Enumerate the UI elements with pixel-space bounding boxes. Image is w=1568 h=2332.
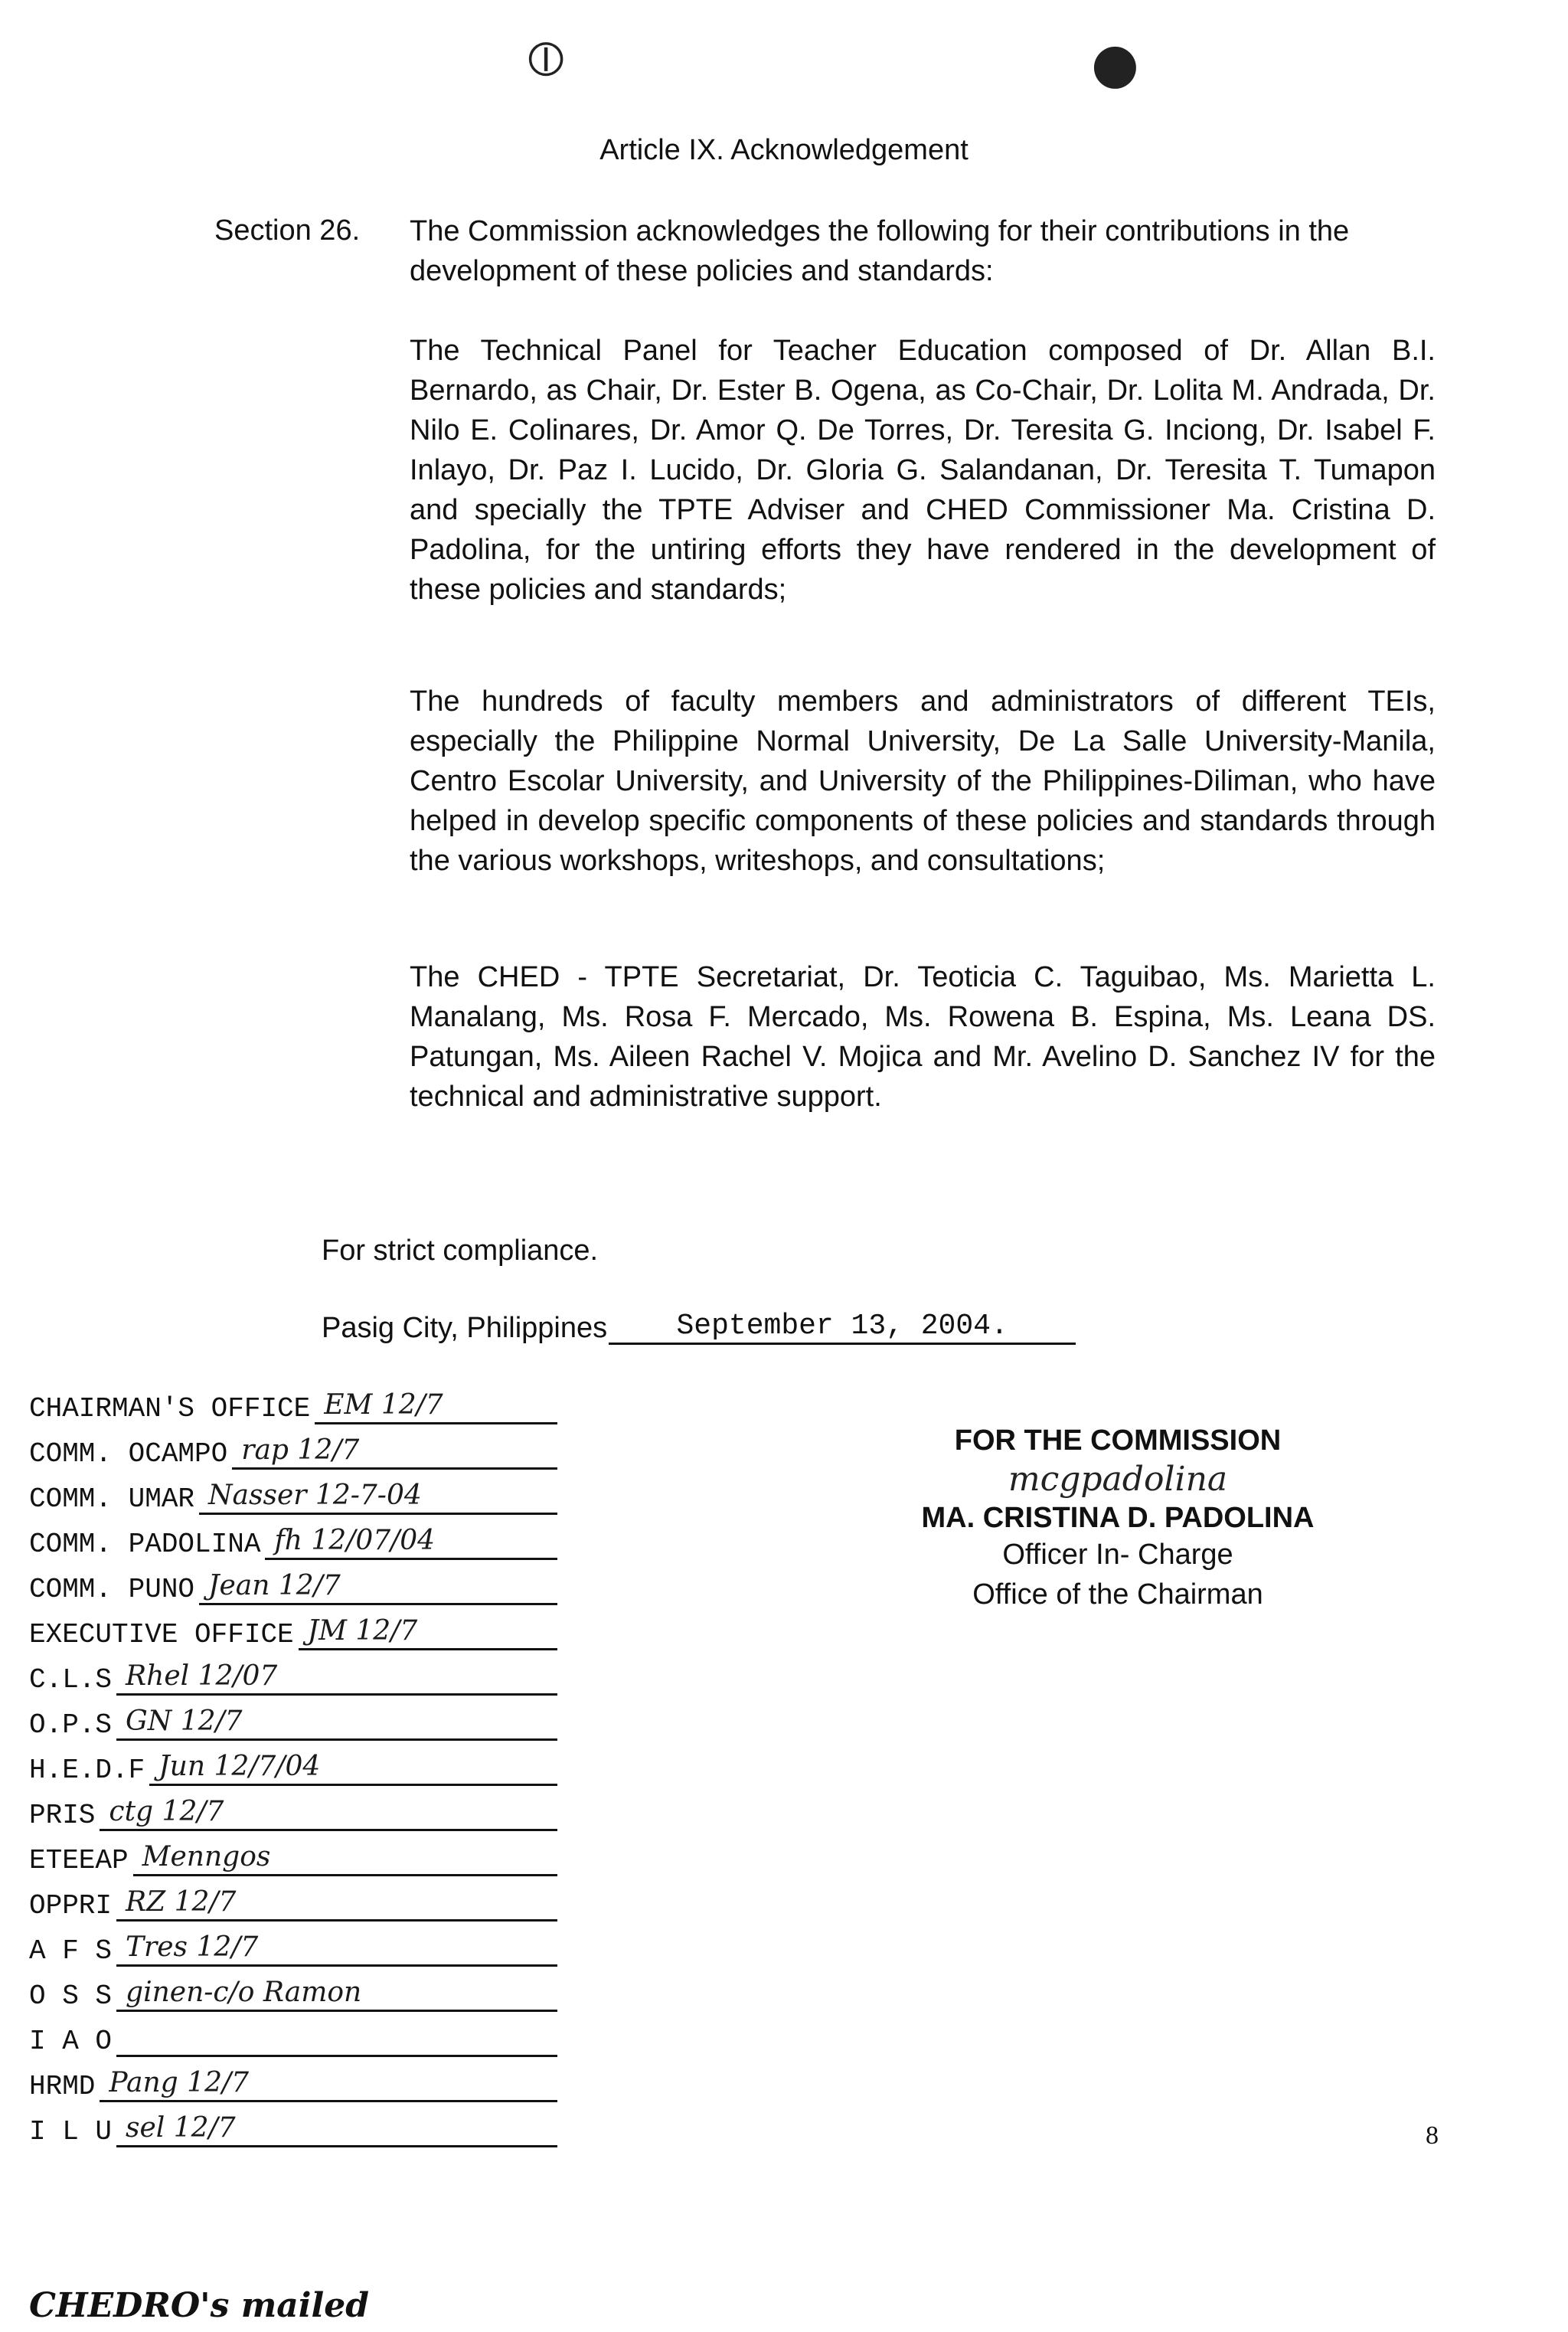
routing-row — [29, 2056, 580, 2102]
routing-initials: ginen-c/o Ramon — [126, 1977, 362, 2008]
signature: mcgpadolina — [1008, 1460, 1228, 1499]
routing-row — [29, 2011, 580, 2057]
routing-office-label: A F S — [29, 1935, 113, 1967]
routing-initials: fh 12/07/04 — [274, 1525, 436, 1556]
routing-initials-line — [116, 1925, 557, 1967]
paragraph-secretariat: The CHED - TPTE Secretariat, Dr. Teoticia C. Taguibao, Ms. Marietta L. Manalang, Ms. Rosa F. Mercado, Ms. Rowena B. Espina, Ms. Leana DS. Patungan, Ms. Aileen Rachel V. Mojica and Mr. Avelino D. Sanchez IV for the technical and administrative support. — [410, 961, 1436, 1113]
routing-row — [29, 1469, 580, 1515]
for-commission-label: FOR THE COMMISSION — [954, 1424, 1282, 1457]
routing-row — [29, 1695, 580, 1741]
routing-footnote: CHEDRO's mailed — [29, 2286, 369, 2325]
routing-row — [29, 1921, 580, 1967]
routing-office-label: HRMD — [29, 2071, 96, 2102]
routing-office-label: O.P.S — [29, 1709, 113, 1741]
routing-initials: RZ 12/7 — [126, 1886, 237, 1918]
routing-office-label: EXECUTIVE OFFICE — [29, 1619, 294, 1650]
routing-initials: EM 12/7 — [324, 1389, 443, 1421]
article-heading: Article IX. Acknowledgement — [599, 134, 969, 166]
routing-initials-line — [315, 1382, 557, 1424]
routing-office-label: CHAIRMAN'S OFFICE — [29, 1393, 311, 1424]
routing-initials-line — [116, 2015, 557, 2057]
routing-row — [29, 2101, 580, 2147]
routing-office-label: I A O — [29, 2026, 113, 2057]
routing-initials: Jean 12/7 — [208, 1570, 341, 1601]
place-label: Pasig City, Philippines — [322, 1312, 608, 1344]
routing-initials-line — [100, 2060, 557, 2102]
paragraph-faculty: The hundreds of faculty members and administrators of different TEIs, especially the Philippine Normal University, De La Salle University-Manila, Centro Escolar University, and University of the Philippines-Diliman, who have helped in develop specific components of these policies and standards through the various workshops, writeshops, and consultations; — [410, 685, 1436, 877]
routing-initials-line — [116, 1879, 557, 1922]
routing-row — [29, 1966, 580, 2012]
routing-initials-line — [116, 1699, 557, 1741]
date-field: September 13, 2004. — [609, 1310, 1076, 1345]
routing-initials-line — [116, 2105, 557, 2147]
routing-office-label: PRIS — [29, 1800, 96, 1831]
routing-office-label: COMM. UMAR — [29, 1483, 195, 1515]
routing-initials: Rhel 12/07 — [126, 1660, 278, 1692]
routing-initials-line — [199, 1563, 557, 1605]
compliance-note: For strict compliance. — [322, 1235, 599, 1267]
paragraph-technical-panel: The Technical Panel for Teacher Education composed of Dr. Allan B.I. Bernardo, as Chair, Dr. Ester B. Ogena, as Co-Chair, Dr. Lolita M. Andrada, Dr. Nilo E. Colinares, Dr. Amor Q. De Torres, Dr. Teresita G. Inciong, Dr. Isabel F. Inlayo, Dr. Paz I. Lucido, Dr. Gloria G. Salandanan, Dr. Teresita T. Tumapon and specially the TPTE Adviser and CHED Commissioner Ma. Cristina D. Padolina, for the untiring efforts they have rendered in the development of these policies and standards; — [410, 335, 1436, 606]
routing-initials-line — [116, 1970, 557, 2012]
routing-office-label: COMM. PADOLINA — [29, 1529, 261, 1560]
routing-initials: rap 12/7 — [241, 1434, 360, 1466]
routing-row — [29, 1604, 580, 1650]
routing-initials: JM 12/7 — [307, 1615, 418, 1647]
routing-row — [29, 1379, 580, 1424]
routing-office-label: COMM. PUNO — [29, 1574, 195, 1605]
routing-initials: Pang 12/7 — [109, 2067, 250, 2098]
routing-office-label: COMM. OCAMPO — [29, 1438, 228, 1470]
routing-initials-line — [299, 1608, 557, 1650]
routing-office-label: C.L.S — [29, 1664, 113, 1696]
routing-row — [29, 1740, 580, 1786]
routing-initials-line — [199, 1473, 557, 1515]
routing-office-label: I L U — [29, 2116, 113, 2147]
routing-initials-line — [133, 1834, 557, 1876]
section-intro: The Commission acknowledges the following for their contributions in the development of these policies and standards: — [410, 215, 1350, 287]
signatory-title: Officer In- Charge — [1002, 1539, 1233, 1571]
signatory-block — [919, 1424, 1317, 1614]
routing-initials: Nasser 12-7-04 — [208, 1480, 422, 1511]
routing-row — [29, 1650, 580, 1696]
routing-row — [29, 1424, 580, 1470]
routing-row — [29, 1830, 580, 1876]
section-label: Section 26. — [214, 214, 361, 247]
routing-initials: Tres 12/7 — [126, 1931, 259, 1963]
page-number: 8 — [1426, 2121, 1439, 2150]
routing-initials: GN 12/7 — [126, 1706, 243, 1737]
routing-office-label: ETEEAP — [29, 1845, 129, 1876]
routing-row — [29, 1559, 580, 1605]
signatory-name: MA. CRISTINA D. PADOLINA — [921, 1502, 1315, 1534]
routing-initials-line — [100, 1789, 557, 1831]
routing-initials: Jun 12/7/04 — [158, 1751, 321, 1782]
ink-blot-icon: ● — [1091, 31, 1139, 95]
routing-initials: Menngos — [142, 1841, 271, 1872]
routing-initials-line — [232, 1428, 557, 1470]
routing-row — [29, 1514, 580, 1560]
routing-office-label: O S S — [29, 1980, 113, 2012]
routing-initials-line — [116, 1653, 557, 1696]
routing-initials: ctg 12/7 — [109, 1796, 224, 1827]
place-date-line — [322, 1310, 1076, 1345]
routing-row — [29, 1785, 580, 1831]
signatory-office: Office of the Chairman — [972, 1578, 1263, 1611]
circle-stamp-icon: ⦶ — [528, 31, 564, 87]
routing-row — [29, 1876, 580, 1922]
routing-office-label: H.E.D.F — [29, 1755, 145, 1786]
routing-initials: sel 12/7 — [126, 2112, 236, 2144]
routing-initials-line — [265, 1518, 557, 1560]
routing-office-label: OPPRI — [29, 1890, 113, 1922]
routing-initials-line — [149, 1744, 557, 1786]
